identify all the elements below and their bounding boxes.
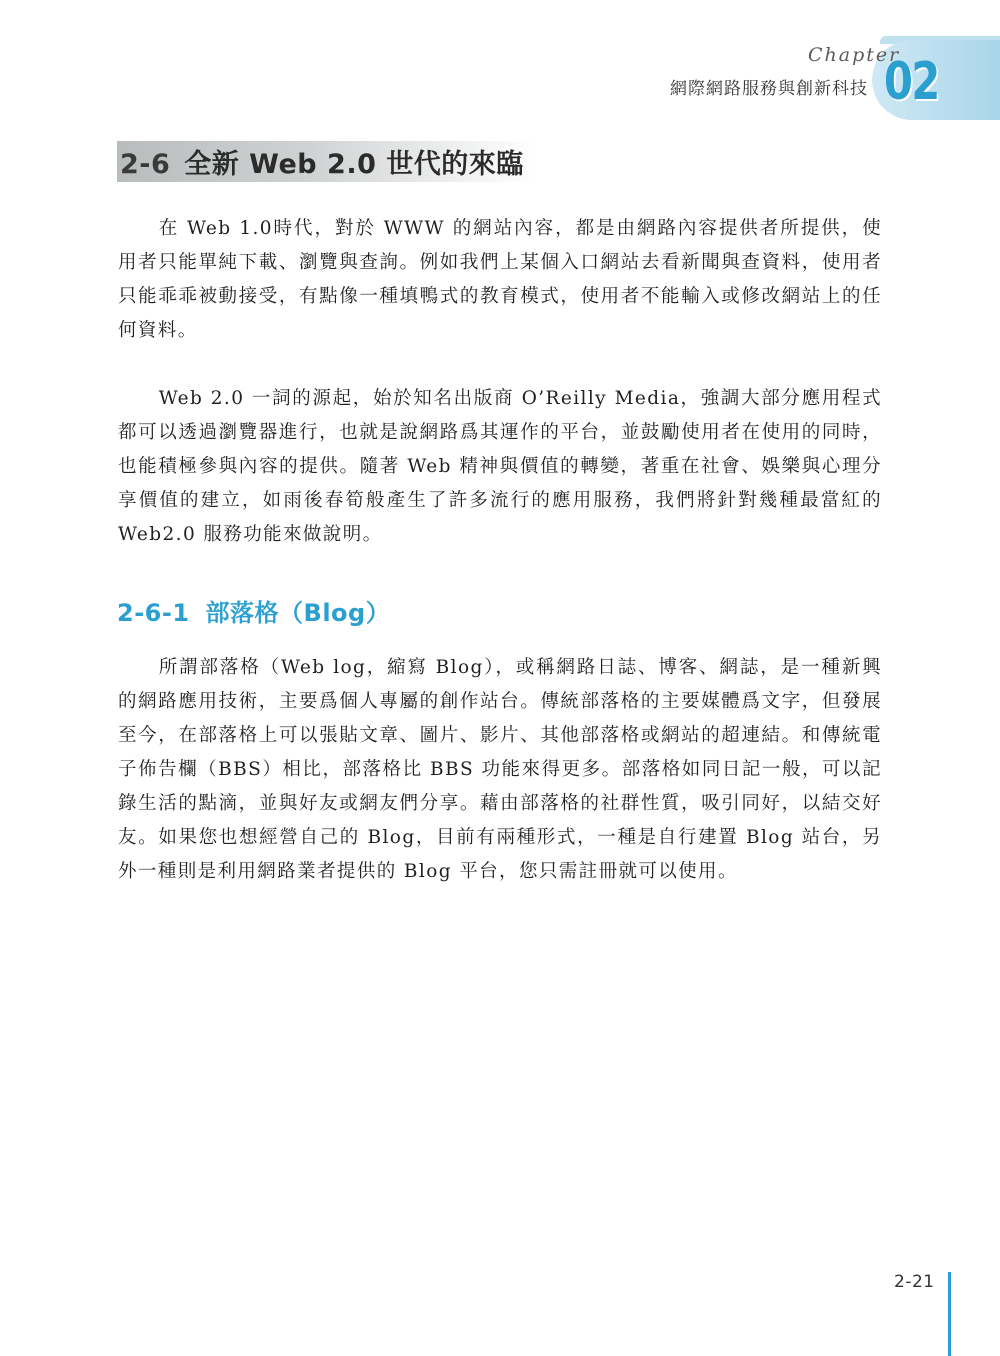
section-number: 2-6	[120, 149, 171, 180]
page-edge-rule	[948, 1272, 951, 1356]
subsection-title: 部落格（Blog）	[205, 599, 391, 627]
section-heading	[120, 142, 524, 181]
section-title: 全新 Web 2.0 世代的來臨	[184, 149, 524, 180]
chapter-title: 網際網路服務與創新科技	[670, 79, 868, 99]
chapter-label: Chapter	[808, 44, 901, 66]
chapter-number: 02	[884, 52, 939, 112]
subsection-number: 2-6-1	[117, 599, 190, 627]
page-number: 2-21	[894, 1272, 935, 1292]
paragraph-web1: 在 Web 1.0時代，對於 WWW 的網站內容，都是由網路內容提供者所提供，使用者只能單純下載、瀏覽與查詢。例如我們上某個入口網站去看新聞與查資料，使用者只能乖乖被動接受，有點像一種填鴨式的教育模式，使用者不能輸入或修改網站上的任何資料。	[118, 218, 882, 341]
paragraph-web2-origin: Web 2.0 一詞的源起，始於知名出版商 O’Reilly Media，強調大部分應用程式都可以透過瀏覽器進行，也就是說網路爲其運作的平台，並鼓勵使用者在使用的同時，也能積極參與內容的提供。隨著 Web 精神與價值的轉變，著重在社會、娛樂與心理分享價值的建立，如雨後春筍般產生了許多流行的應用服務，我們將針對幾種最當紅的Web2.0 服務功能來做說明。	[118, 388, 882, 545]
subsection-heading	[117, 593, 390, 628]
paragraph-blog: 所謂部落格（Web log，縮寫 Blog），或稱網路日誌、博客、網誌，是一種新興的網路應用技術，主要爲個人專屬的創作站台。傳統部落格的主要媒體爲文字，但發展至今，在部落格上可以張貼文章、圖片、影片、其他部落格或網站的超連結。和傳統電子佈告欄（BBS）相比，部落格比 BBS 功能來得更多。部落格如同日記一般，可以記錄生活的點滴，並與好友或網友們分享。藉由部落格的社群性質，吸引同好，以結交好友。如果您也想經營自己的 Blog，目前有兩種形式，一種是自行建置 Blog 站台，另外一種則是利用網路業者提供的 Blog 平台，您只需註冊就可以使用。	[118, 657, 882, 882]
